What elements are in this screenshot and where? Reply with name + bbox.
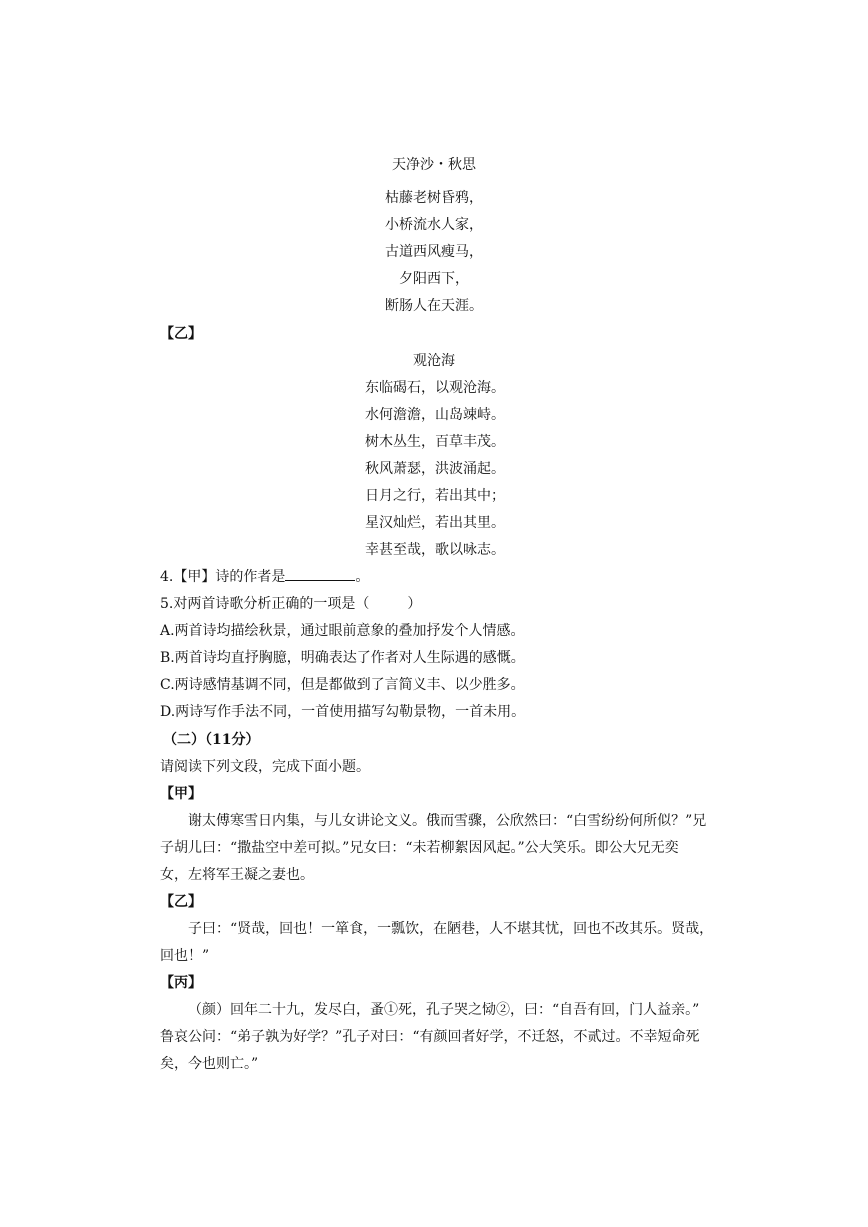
poem-yi-line: 星汉灿烂，若出其里。 [365,515,505,531]
answer-blank[interactable] [285,568,355,581]
question-4-text: 4.【甲】诗的作者是 [160,569,286,585]
poem-jia-line: 夕阳西下， [399,271,469,287]
passage-line: （颜）回年二十九，发尽白，蚤①死，孔子哭之恸②，曰：“自吾有回，门人益亲。” [188,1002,700,1018]
poem-yi-line: 东临碣石，以观沧海。 [365,380,505,396]
passage-label-jia: 【甲】 [160,786,202,802]
passage-yi [160,920,716,974]
option-d: D.两诗写作手法不同，一首使用描写勾勒景物，一首未用。 [160,704,526,720]
option-c: C.两诗感情基调不同，但是都做到了言简义丰、以少胜多。 [160,677,525,693]
passage-jia [160,812,716,893]
passage-line: 子胡儿曰：“撒盐空中差可拟。”兄女曰：“未若柳絮因风起。”公大笑乐。即公大兄无奕 [160,840,679,856]
question-5-stem-start: 5.对两首诗歌分析正确的一项是（ [160,596,370,612]
poem-yi-line: 水何澹澹，山岛竦峙。 [365,407,505,423]
section-heading: （二）（11分） [163,732,260,748]
passage-line: 回也！” [160,948,210,964]
option-b: B.两首诗均直抒胸臆，明确表达了作者对人生际遇的感慨。 [160,650,525,666]
poem-jia-title: 天净沙・秋思 [392,157,476,173]
passage-line: 女，左将军王凝之妻也。 [160,867,314,883]
question-4 [160,568,369,586]
question-4-end: 。 [355,569,370,585]
question-5-stem [160,595,421,613]
poem-jia-line: 枯藤老树昏鸦， [385,190,483,206]
poem-jia-line: 断肠人在天涯。 [385,298,483,314]
passage-bing [160,1001,716,1082]
passage-label-yi: 【乙】 [160,894,202,910]
section-label-yi: 【乙】 [160,326,202,342]
poem-yi-line: 幸甚至哉，歌以咏志。 [365,542,505,558]
passage-label-bing: 【丙】 [160,975,202,991]
poem-jia-line: 古道西风瘦马， [385,244,483,260]
poem-yi-line: 日月之行，若出其中； [365,488,505,504]
section-instruction: 请阅读下列文段，完成下面小题。 [160,759,370,775]
passage-line: 矣，今也则亡。” [160,1056,259,1072]
passage-line: 鲁哀公问：“弟子孰为好学？”孔子对曰：“有颜回者好学，不迁怒，不贰过。不幸短命死 [160,1029,700,1045]
passage-line: 子曰：“贤哉，回也！一箪食，一瓢饮，在陋巷，人不堪其忧，回也不改其乐。贤哉， [188,921,714,937]
question-5-stem-end: ） [407,596,422,612]
passage-line: 谢太傅寒雪日内集，与儿女讲论文义。俄而雪骤，公欣然曰：“白雪纷纷何所似？”兄 [188,813,707,829]
poem-yi-line: 树木丛生，百草丰茂。 [365,434,505,450]
poem-jia-line: 小桥流水人家， [385,217,483,233]
poem-yi-title: 观沧海 [413,353,455,369]
poem-yi-line: 秋风萧瑟，洪波涌起。 [365,461,505,477]
option-a: A.两首诗均描绘秋景，通过眼前意象的叠加抒发个人情感。 [160,623,525,639]
